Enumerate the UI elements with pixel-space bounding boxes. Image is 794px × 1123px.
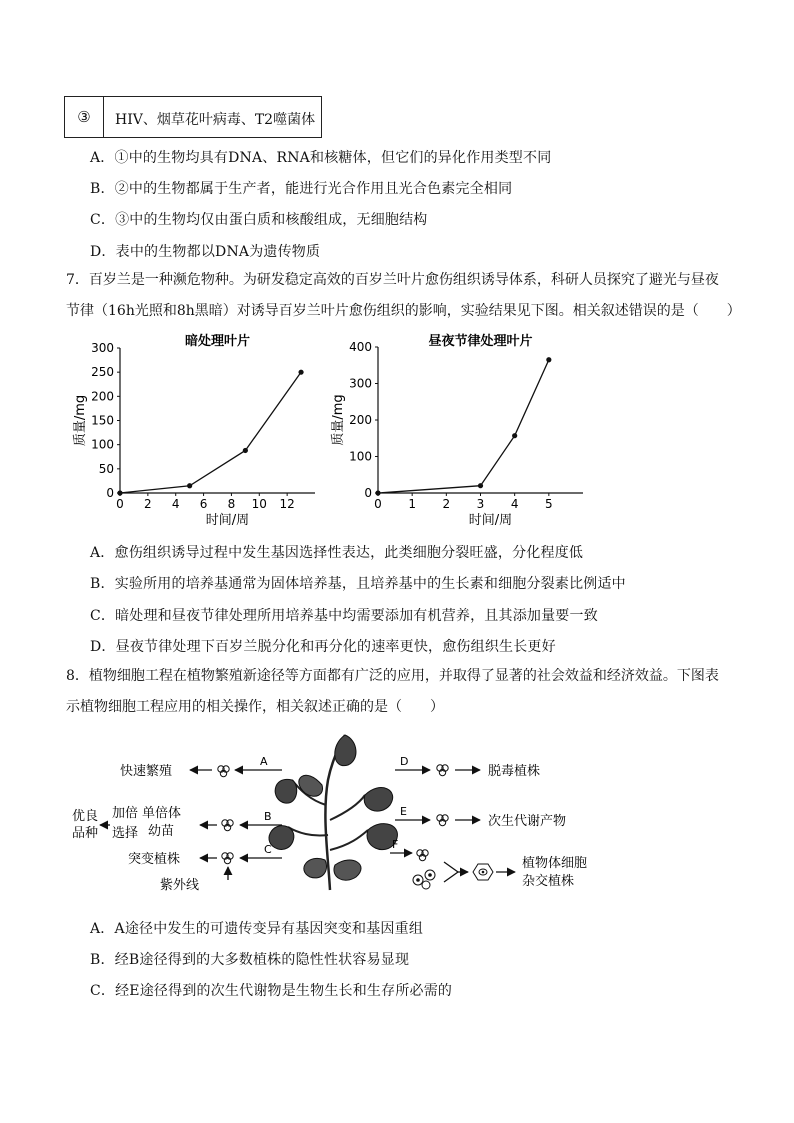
callus-icon: [222, 820, 233, 831]
chart1-data-point: [187, 483, 192, 488]
q6-option-b: B．②中的生物都属于生产者，能进行光合作用且光合色素完全相同: [90, 181, 513, 197]
q7-stem-line1: 7．百岁兰是一种濒危物种。为研发稳定高效的百岁兰叶片愈伤组织诱导体系，科研人员探究了避光与昼夜: [66, 272, 719, 288]
fusion-icon: [444, 862, 458, 882]
mutant-label: 突变植株: [128, 852, 181, 867]
q6-option-d: D．表中的生物都以DNA为遗传物质: [90, 244, 321, 260]
chart2-data-point: [478, 483, 483, 488]
q7-option-d: D．昼夜节律处理下百岁兰脱分化和再分化的速率更快，愈伤组织生长更好: [90, 639, 556, 655]
chart2-x-label: 时间/周: [468, 513, 513, 528]
q7-charts: [60, 330, 620, 530]
route-c-label: C: [264, 843, 272, 856]
route-e-label: E: [400, 805, 407, 818]
plant-cell-engineering-diagram: [60, 725, 620, 905]
q8-stem-line1: 8．植物细胞工程在植物繁殖新途径等方面都有广泛的应用，并取得了显著的社会效益和经济效益。下图表: [66, 668, 719, 684]
q8-stem-line2: 示植物细胞工程应用的相关操作，相关叙述正确的是（ ）: [66, 699, 444, 715]
chart2-series-line: [378, 360, 549, 493]
route-d-label: D: [400, 755, 409, 768]
chart1-x-tick-label: 2: [144, 497, 152, 511]
chart2-x-tick-label: 2: [442, 497, 451, 511]
chart2-y-tick-label: 200: [349, 413, 372, 427]
callus-icon: [437, 815, 448, 826]
chart1-y-tick-label: 100: [91, 437, 114, 452]
protoplast-icon: [413, 870, 435, 889]
chart1-y-tick-label: 250: [91, 365, 114, 380]
fast-repro-label: 快速繁殖: [120, 764, 173, 779]
chart1-y-label: 质量/mg: [73, 394, 88, 447]
chart2-y-tick-label: 400: [349, 340, 372, 354]
q6-option-a: A．①中的生物均具有DNA、RNA和核糖体，但它们的异化作用类型不同: [90, 150, 552, 166]
q8-option-c: C．经E途径得到的次生代谢物是生物生长和生存所必需的: [90, 983, 453, 999]
chart2-y-tick-label: 100: [349, 449, 372, 464]
plant-icon: [269, 735, 397, 890]
secondary-metabolite-label: 次生代谢产物: [488, 814, 567, 829]
callus-icon: [218, 766, 229, 777]
q7-stem-line2: 节律（16h光照和8h黑暗）对诱导百岁兰叶片愈伤组织的影响，实验结果见下图。相关叙述错误的是（ ）: [66, 303, 741, 319]
chart1-x-tick-label: 0: [116, 497, 124, 511]
callus-icon: [222, 853, 233, 864]
callus-icon: [437, 765, 448, 776]
chart2-data-point: [375, 490, 380, 495]
row-number: ③: [65, 97, 104, 137]
chart1-data-point: [298, 370, 303, 375]
hybrid-plant-label-2: 杂交植株: [522, 874, 575, 889]
hybrid-plant-label-1: 植物体细胞: [522, 856, 588, 871]
chart2-y-tick-label: 0: [364, 486, 372, 500]
q6-option-c: C．③中的生物均仅由蛋白质和核酸组成，无细胞结构: [90, 212, 428, 228]
chart2-y-tick-label: 300: [349, 376, 372, 391]
chart2-x-tick-label: 0: [374, 497, 382, 511]
chart1-y-tick-label: 0: [106, 486, 114, 500]
fine-variety-label-1: 优良: [72, 809, 99, 824]
hybrid-cell-icon: [473, 864, 493, 880]
haploid-label-2: 幼苗: [148, 824, 175, 839]
chart1-data-point: [117, 490, 122, 495]
q8-option-b: B．经B途径得到的大多数植株的隐性性状容易显现: [90, 952, 410, 968]
chart1-y-tick-label: 50: [98, 461, 114, 476]
row-text: HIV、烟草花叶病毒、T2噬菌体: [115, 112, 316, 128]
chart1-y-tick-label: 200: [91, 389, 114, 404]
chart2-x-tick-label: 4: [510, 497, 519, 511]
chart2-data-point: [546, 357, 551, 362]
uv-label: 紫外线: [160, 878, 200, 893]
chart1-y-tick-label: 150: [91, 413, 114, 428]
virus-free-label: 脱毒植株: [488, 764, 541, 779]
chart1-x-tick-label: 10: [251, 497, 267, 511]
chart2-x-tick-label: 1: [408, 497, 416, 511]
chart2-x-tick-label: 3: [476, 497, 485, 511]
table-row-fragment: [64, 96, 322, 138]
chart1-title: 暗处理叶片: [184, 334, 251, 349]
chart1-x-label: 时间/周: [205, 513, 250, 528]
callus-icon: [417, 850, 428, 861]
chart1-x-tick-label: 12: [279, 497, 295, 511]
chart2-title: 昼夜节律处理叶片: [428, 334, 533, 349]
chart1-series-line: [120, 372, 301, 493]
route-a-label: A: [260, 755, 268, 768]
chart1-x-tick-label: 4: [171, 497, 180, 511]
q7-option-b: B．实验所用的培养基通常为固体培养基，且培养基中的生长素和细胞分裂素比例适中: [90, 576, 626, 592]
chart2-x-tick-label: 5: [545, 497, 553, 511]
route-f-label: F: [392, 838, 399, 851]
chart1-data-point: [243, 448, 248, 453]
q7-option-c: C．暗处理和昼夜节律处理所用培养基中均需要添加有机营养，且其添加量要一致: [90, 608, 598, 624]
chart1-x-tick-label: 8: [227, 497, 236, 511]
select-label: 选择: [112, 826, 139, 841]
chart2-data-point: [512, 433, 517, 438]
chart2-y-label: 质量/mg: [331, 394, 346, 446]
q7-option-a: A．愈伤组织诱导过程中发生基因选择性表达，此类细胞分裂旺盛，分化程度低: [90, 545, 584, 561]
chart1-y-tick-label: 300: [91, 341, 114, 355]
route-b-label: B: [264, 810, 272, 823]
chart1-x-tick-label: 6: [199, 497, 208, 511]
fine-variety-label-2: 品种: [72, 826, 99, 841]
double-label: 加倍: [112, 806, 139, 821]
q8-option-a: A．A途径中发生的可遗传变异有基因突变和基因重组: [90, 921, 424, 937]
haploid-label-1: 单倍体: [142, 806, 182, 821]
